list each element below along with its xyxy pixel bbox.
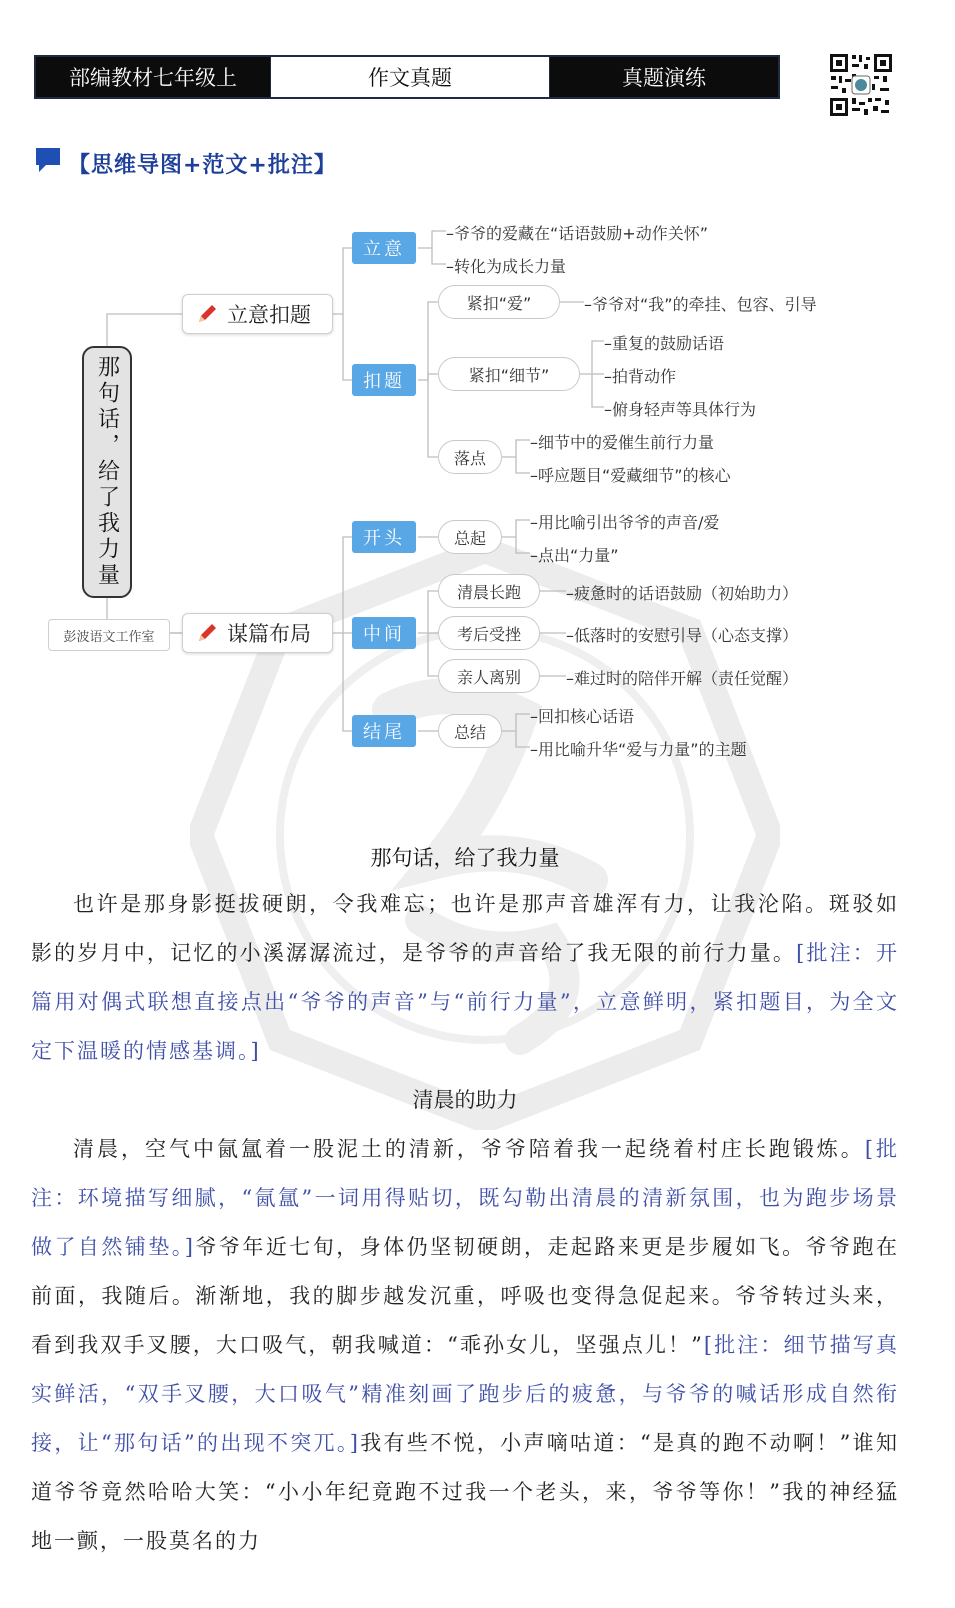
- branch-liyi-kouti-label: 立意扣题: [227, 303, 311, 327]
- essay-p1-text: 也许是那身影挺拔硬朗，令我难忘；也许是那声音雄浑有力，让我沦陷。斑驳如影的岁月中，记忆的小溪潺潺流过，是爷爷的声音给了我无限的前行力量。: [31, 892, 899, 965]
- essay-title: 那句话，给了我力量: [370, 846, 560, 870]
- annotation-3: [批注：细节描写真实鲜活，“双手叉腰，大口吸气”精准刻画了跑步后的疲惫，与爷爷的喊话形成自然衔接，让“那句话”的出现不突兀。]: [31, 1333, 899, 1455]
- leaf-xijie-1: –重复的鼓励话语: [604, 334, 725, 353]
- tag-kaitou: 开头: [352, 521, 416, 553]
- leaf-luodian-1: –细节中的爱催生前行力量: [530, 433, 715, 452]
- leaf-zhongjian-1: –疲惫时的话语鼓励（初始助力）: [566, 584, 799, 603]
- essay-paragraph-2: [31, 1125, 899, 1566]
- annotation-2: [批注：环境描写细腻，“氤氲”一词用得贴切，既勾勒出清晨的清新氛围，也为跑步场景做了自然铺垫。]: [31, 1137, 899, 1259]
- branch-moupian-label: 谋篇布局: [227, 622, 311, 646]
- branch-liyi-kouti: [182, 294, 333, 334]
- section-title: 【思维导图+范文+批注】: [68, 153, 337, 178]
- essay-paragraph-1: [31, 880, 899, 1076]
- leaf-xijie-3: –俯身轻声等具体行为: [604, 400, 757, 419]
- tag-jiewei: 结尾: [352, 715, 416, 747]
- studio-label: 彭波语文工作室: [48, 619, 170, 651]
- essay-body: [31, 880, 899, 1566]
- leaf-kaitou-1: –用比喻引出爷爷的声音/爱: [530, 513, 720, 532]
- pencil-icon: [195, 621, 219, 645]
- tag-liyi: 立意: [352, 232, 416, 264]
- essay-p2-a: 清晨，空气中氤氲着一股泥土的清新，爷爷陪着我一起绕着村庄长跑锻炼。: [73, 1137, 865, 1161]
- pill-kaohou: 考后受挫: [438, 616, 540, 650]
- leaf-zhongjian-2: –低落时的安慰引导（心态支撑）: [566, 626, 799, 645]
- leaf-jiewei-1: –回扣核心话语: [530, 707, 635, 726]
- pill-xijie: 紧扣“细节”: [438, 357, 580, 391]
- essay-p2-b: 爷爷年近七旬，身体仍坚韧硬朗，走起路来更是步履如飞。爷爷跑在前面，我随后。渐渐地，我的脚步越发沉重，呼吸也变得急促起来。爷爷转过头来，看到我双手叉腰，大口吸气，朝我喊道：“乖孙女儿，坚强点儿！”: [31, 1235, 899, 1357]
- leaf-liyi-2: –转化为成长力量: [446, 257, 567, 276]
- leaf-kaitou-2: –点出“力量”: [530, 546, 619, 565]
- leaf-zhongjian-3: –难过时的陪伴开解（责任觉醒）: [566, 669, 799, 688]
- pill-ai: 紧扣“爱”: [438, 285, 560, 319]
- tag-zhongjian: 中间: [352, 617, 416, 649]
- leaf-liyi-1: –爷爷的爱藏在“话语鼓励+动作关怀”: [446, 224, 708, 243]
- mind-map: [0, 0, 955, 800]
- leaf-ai: –爷爷对“我”的牵挂、包容、引导: [584, 295, 817, 314]
- mindmap-root: [82, 346, 132, 598]
- header-grade: 部编教材七年级上: [36, 57, 270, 97]
- mindmap-root-label: 那句话，给了我力量: [94, 355, 120, 589]
- essay-subtitle: 清晨的助力: [412, 1088, 518, 1112]
- tag-kouti: 扣题: [352, 364, 416, 396]
- leaf-jiewei-2: –用比喻升华“爱与力量”的主题: [530, 740, 747, 759]
- pill-chenpao: 清晨长跑: [438, 574, 540, 608]
- header-practice: 真题演练: [550, 57, 778, 97]
- branch-moupian: [182, 613, 333, 653]
- pill-libie: 亲人离别: [438, 659, 540, 693]
- pencil-icon: [195, 302, 219, 326]
- pill-zongqi: 总起: [438, 520, 502, 554]
- annotation-1: [批注：开篇用对偶式联想直接点出“爷爷的声音”与“前行力量”，立意鲜明，紧扣题目，为全文定下温暖的情感基调。]: [31, 941, 899, 1063]
- leaf-xijie-2: –拍背动作: [604, 367, 677, 386]
- header-type: 作文真题: [270, 57, 550, 97]
- pill-luodian: 落点: [438, 440, 502, 474]
- essay-p2-c: 我有些不悦，小声嘀咕道：“是真的跑不动啊！”谁知道爷爷竟然哈哈大笑：“小小年纪竟跑不过我一个老头，来，爷爷等你！”我的神经猛地一颤，一股莫名的力: [31, 1431, 899, 1553]
- pill-zongjie: 总结: [438, 714, 502, 748]
- leaf-luodian-2: –呼应题目“爱藏细节”的核心: [530, 466, 731, 485]
